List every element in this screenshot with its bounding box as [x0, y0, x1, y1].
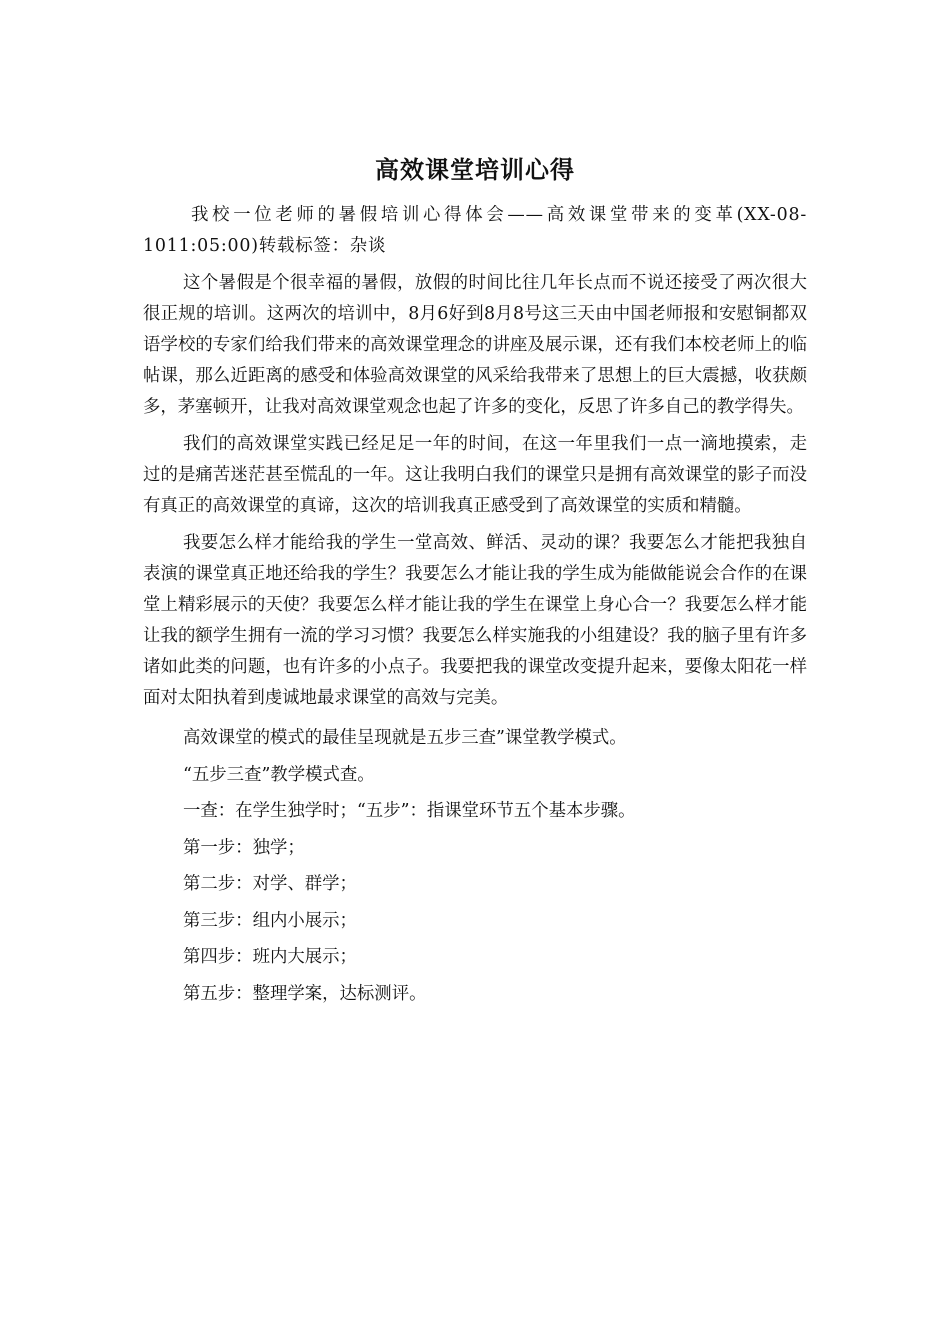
- model-name-line: “五步三查”教学模式查。: [183, 764, 375, 785]
- step-line: 第一步：独学；: [183, 837, 305, 858]
- step-line: 第五步：整理学案，达标测评。: [183, 983, 427, 1004]
- step-line: 第四步：班内大展示；: [183, 947, 357, 967]
- body-paragraph: 这个暑假是个很幸福的暑假，放假的时间比往几年长点而不说还接受了两次很大很正规的培训。这两次的培训中，8月6好到8月8号这三天由中国老师报和安慰铜都双语学校的专家们给我们带来的高效课堂理念的讲座及展示课，还有我们本校老师上的临帖课，那么近距离的感受和体验高效课堂的风采给我带来了思想上的巨大震撼，收获颇多，茅塞顿开，让我对高效课堂观念也起了许多的变化，反思了许多自己的教学得失。: [143, 273, 807, 417]
- step-line: 第二步：对学、群学；: [183, 874, 357, 894]
- intro-paragraph: 我校一位老师的暑假培训心得体会——高效课堂带来的变革(XX-08-1011:05:00)转载标签：杂谈: [143, 205, 807, 256]
- check-line: 一查：在学生独学时；“五步”：指课堂环节五个基本步骤。: [183, 801, 636, 821]
- model-summary-line: 高效课堂的模式的最佳呈现就是五步三查”课堂教学模式。: [183, 728, 627, 748]
- body-paragraph: 我要怎么样才能给我的学生一堂高效、鲜活、灵动的课？我要怎么才能把我独自表演的课堂真正地还给我的学生？我要怎么才能让我的学生成为能做能说会合作的在课堂上精彩展示的天使？我要怎么样才能让我的学生在课堂上身心合一？我要怎么样才能让我的额学生拥有一流的学习习惯？我要怎么样实施我的小组建设？我的脑子里有许多诸如此类的问题，也有许多的小点子。我要把我的课堂改变提升起来，要像太阳花一样面对太阳执着到虔诚地最求课堂的高效与完美。: [143, 533, 807, 708]
- body-paragraph: 我们的高效课堂实践已经足足一年的时间，在这一年里我们一点一滴地摸索，走过的是痛苦迷茫甚至慌乱的一年。这让我明白我们的课堂只是拥有高效课堂的影子而没有真正的高效课堂的真谛，这次的培训我真正感受到了高效课堂的实质和精髓。: [143, 434, 807, 516]
- step-line: 第三步：组内小展示；: [183, 910, 357, 931]
- document-body: [143, 200, 807, 1012]
- document-title: 高效课堂培训心得: [375, 155, 575, 184]
